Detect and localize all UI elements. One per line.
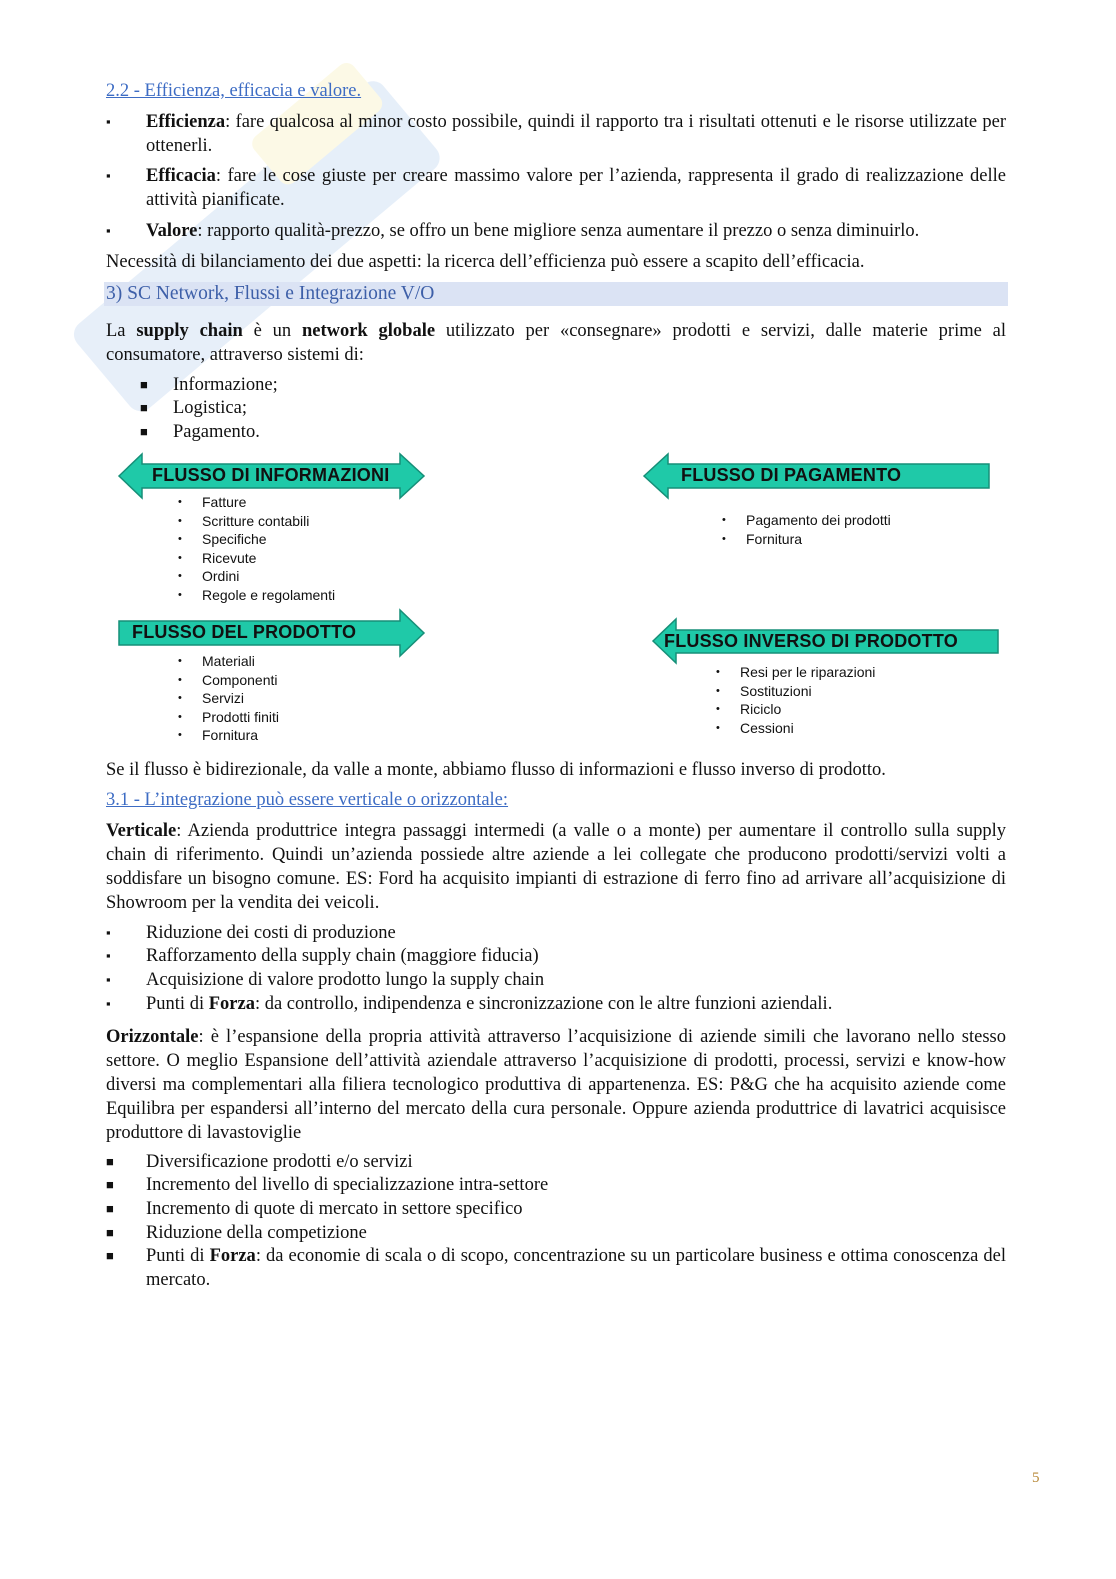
- bullet-icon: ■: [106, 1225, 114, 1240]
- bullet-icon: ■: [106, 1248, 114, 1263]
- list-item: • Ordini: [178, 567, 335, 586]
- section-heading-3: 3) SC Network, Flussi e Integrazione V/O: [104, 282, 1008, 306]
- list-item: • Fornitura: [178, 726, 279, 745]
- list-item-vert-forza: ▪ Punti di Forza: da controllo, indipendenza e sincronizzazione con le altre funzioni aziendali.: [106, 994, 833, 1014]
- list-item: ▪ Riduzione dei costi di produzione: [106, 923, 396, 943]
- reverse-flow-list: [716, 663, 875, 737]
- bullet-icon: ▪: [106, 114, 111, 129]
- bullet-icon: ▪: [106, 168, 111, 183]
- list-item-informazione: ■ Informazione;: [140, 375, 278, 395]
- bullet-icon: ■: [140, 400, 148, 415]
- bullet-icon: ▪: [106, 948, 111, 963]
- bullet-icon: ■: [106, 1154, 114, 1169]
- orizzontale-paragraph: Orizzontale: è l’espansione della propria attività attraverso l’acquisizione di aziende simili che lavorano nello stesso settore. O meglio Espansione dell’attività aziendale attraverso l’acquisizione di prodotti, processi, servizi e know-how diversi ma complementari alla filiera tecnologico produttiva di appartenenza. ES: P&G che ha acquisito aziende come Equilibra per espandersi all’interno del mercato della cura personale. Oppure azienda produttrice di lavatrici acquisisce produttore di lavastoviglie: [106, 1027, 1006, 1143]
- list-item: • Regole e regolamenti: [178, 586, 335, 605]
- bidirectional-note: Se il flusso è bidirezionale, da valle a monte, abbiamo flusso di informazioni e flusso inverso di prodotto.: [106, 760, 886, 780]
- list-item: • Fornitura: [722, 530, 891, 549]
- list-item: ■ Diversificazione prodotti e/o servizi: [106, 1152, 413, 1172]
- def-efficienza: : fare qualcosa al minor costo possibile, quindi il rapporto tra i risultati ottenuti e le risorse utilizzate per ottenerli.: [146, 112, 1006, 156]
- list-item: • Servizi: [178, 689, 279, 708]
- list-item-pagamento: ■ Pagamento.: [140, 422, 260, 442]
- list-item: • Materiali: [178, 652, 279, 671]
- bullet-icon: ■: [140, 424, 148, 439]
- list-item: • Ricevute: [178, 549, 335, 568]
- balance-note: Necessità di bilanciamento dei due aspetti: la ricerca dell’efficienza può essere a scapito dell’efficacia.: [106, 252, 865, 272]
- list-item: • Prodotti finiti: [178, 708, 279, 727]
- term-efficacia: Efficacia: [146, 166, 216, 186]
- bullet-icon: ■: [106, 1177, 114, 1192]
- list-item: • Cessioni: [716, 719, 875, 738]
- def-valore: : rapporto qualità-prezzo, se offro un bene migliore senza aumentare il prezzo o senza diminuirlo.: [197, 221, 920, 241]
- list-item-logistica: ■ Logistica;: [140, 398, 247, 418]
- term-efficienza: Efficienza: [146, 112, 226, 132]
- list-item: ▪ Rafforzamento della supply chain (maggiore fiducia): [106, 946, 539, 966]
- intro-paragraph: La supply chain è un network globale utilizzato per «consegnare» prodotti e servizi, dalle materie prime al consumatore, attraverso sistemi di:: [106, 321, 1006, 365]
- product-flow-label: FLUSSO DEL PRODOTTO: [132, 622, 357, 642]
- list-item: • Pagamento dei prodotti: [722, 511, 891, 530]
- bullet-icon: ▪: [106, 972, 111, 987]
- list-item: • Componenti: [178, 671, 279, 690]
- list-item: • Scritture contabili: [178, 512, 335, 531]
- page-number: 5: [1032, 1470, 1040, 1486]
- payment-flow-list: [722, 511, 891, 548]
- info-flow-list: [178, 493, 335, 605]
- bullet-icon: ■: [140, 377, 148, 392]
- bullet-icon: ▪: [106, 996, 111, 1011]
- list-item: ■ Incremento del livello di specializzazione intra-settore: [106, 1175, 549, 1195]
- list-item: ▪ Acquisizione di valore prodotto lungo la supply chain: [106, 970, 545, 990]
- heading-3-1[interactable]: 3.1 - L’integrazione può essere verticale o orizzontale:: [106, 790, 509, 810]
- list-item: • Resi per le riparazioni: [716, 663, 875, 682]
- heading-2-2[interactable]: 2.2 - Efficienza, efficacia e valore.: [106, 81, 362, 101]
- list-item: ■ Incremento di quote di mercato in settore specifico: [106, 1199, 523, 1219]
- reverse-flow-label: FLUSSO INVERSO DI PRODOTTO: [664, 631, 958, 651]
- list-item: • Specifiche: [178, 530, 335, 549]
- def-efficacia: : fare le cose giuste per creare massimo valore per l’azienda, rappresenta il grado di realizzazione delle attività pianificate.: [146, 166, 1006, 210]
- list-item: • Riciclo: [716, 700, 875, 719]
- list-item: • Sostituzioni: [716, 682, 875, 701]
- info-flow-label: FLUSSO DI INFORMAZIONI: [152, 465, 390, 485]
- bullet-icon: ▪: [106, 223, 111, 238]
- list-item-oriz-forza: ■ Punti di Forza: da economie di scala o di scopo, concentrazione su un particolare business e ottima conoscenza del mercato.: [106, 1246, 1006, 1290]
- bullet-icon: ▪: [106, 925, 111, 940]
- product-flow-list: [178, 652, 279, 745]
- payment-flow-label: FLUSSO DI PAGAMENTO: [681, 465, 902, 485]
- bullet-icon: ■: [106, 1201, 114, 1216]
- verticale-paragraph: Verticale: Azienda produttrice integra passaggi intermedi (a valle o a monte) per aumentare il controllo sulla supply chain di riferimento. Quindi un’azienda possiede altre aziende a lei collegate che producono prodotti/servizi volti a soddisfare un bisogno comune. ES: Ford ha acquisito impianti di estrazione di ferro fino ad arrivare all’acquisizione di Showroom per la vendita dei veicoli.: [106, 821, 1006, 913]
- list-item: • Fatture: [178, 493, 335, 512]
- term-valore: Valore: [146, 221, 198, 241]
- list-item: ■ Riduzione della competizione: [106, 1223, 367, 1243]
